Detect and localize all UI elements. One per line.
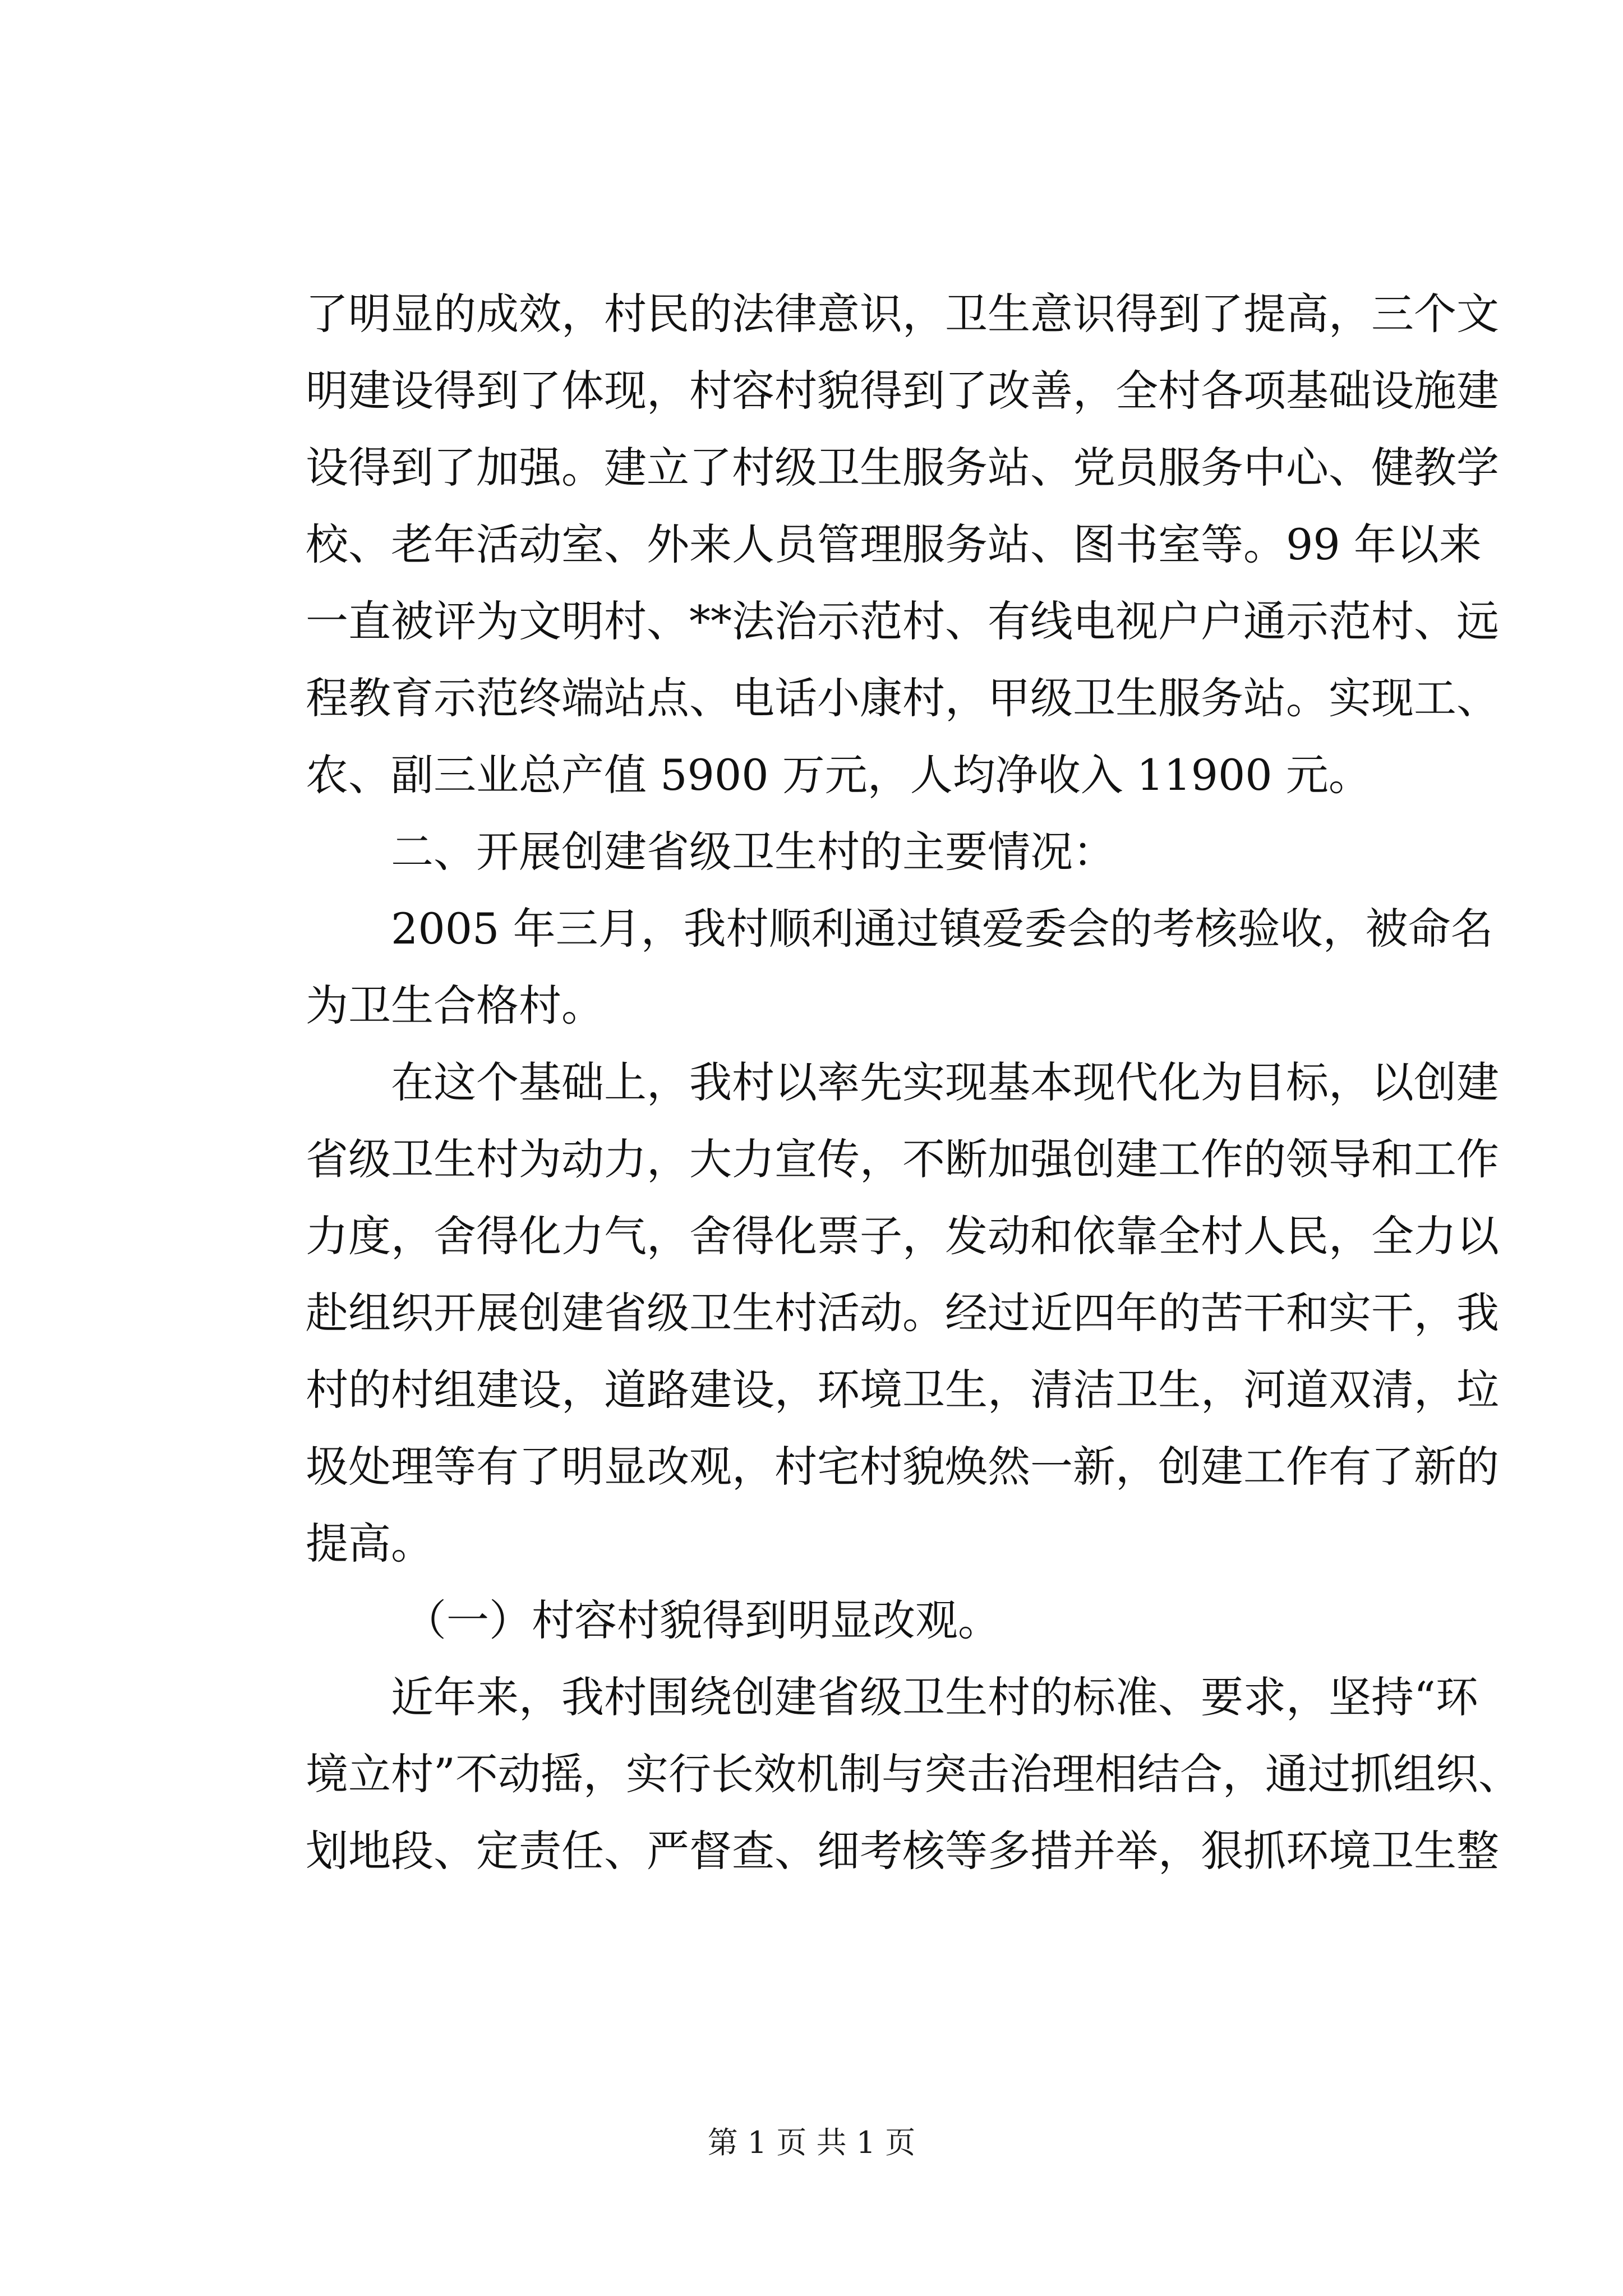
text-line: 提高。	[306, 1519, 434, 1568]
text-line: 境立村”不动摇，实行长效机制与突击治理相结合，通过抓组织、	[306, 1749, 1521, 1799]
subsection-heading: （一）村容村貌得到明显改观。	[404, 1595, 1000, 1645]
text-line: 了明显的成效，村民的法律意识，卫生意识得到了提高，三个文	[306, 289, 1499, 339]
text-line: 设得到了加强。建立了村级卫生服务站、党员服务中心、健教学	[306, 443, 1499, 493]
section-heading: 二、开展创建省级卫生村的主要情况：	[391, 827, 1115, 877]
text-line: 在这个基础上，我村以率先实现基本现代化为目标，以创建	[391, 1057, 1499, 1107]
text-line: 一直被评为文明村、**法治示范村、有线电视户户通示范村、远	[306, 596, 1499, 646]
text-line: 校、老年活动室、外来人员管理服务站、图书室等。99 年以来	[306, 519, 1482, 569]
text-line: 村的村组建设，道路建设，环境卫生，清洁卫生，河道双清，垃	[306, 1365, 1499, 1415]
page-footer: 第 1 页 共 1 页	[707, 2125, 916, 2160]
text-line: 为卫生合格村。	[306, 981, 604, 1030]
text-line: 力度，舍得化力气，舍得化票子，发动和依靠全村人民，全力以	[306, 1211, 1499, 1261]
text-line: 2005 年三月，我村顺利通过镇爱委会的考核验收，被命名	[391, 904, 1493, 954]
text-line: 划地段、定责任、严督查、细考核等多措并举，狠抓环境卫生整	[306, 1826, 1499, 1876]
text-line: 省级卫生村为动力，大力宣传，不断加强创建工作的领导和工作	[306, 1134, 1499, 1184]
text-line: 农、副三业总产值 5900 万元，人均净收入 11900 元。	[306, 750, 1371, 800]
text-line: 赴组织开展创建省级卫生村活动。经过近四年的苦干和实干，我	[306, 1288, 1499, 1338]
text-line: 圾处理等有了明显改观，村宅村貌焕然一新，创建工作有了新的	[306, 1442, 1499, 1492]
text-line: 明建设得到了体现，村容村貌得到了改善，全村各项基础设施建	[306, 366, 1499, 416]
text-line: 程教育示范终端站点、电话小康村，甲级卫生服务站。实现工、	[306, 673, 1499, 723]
text-line: 近年来，我村围绕创建省级卫生村的标准、要求，坚持“环	[391, 1672, 1478, 1722]
